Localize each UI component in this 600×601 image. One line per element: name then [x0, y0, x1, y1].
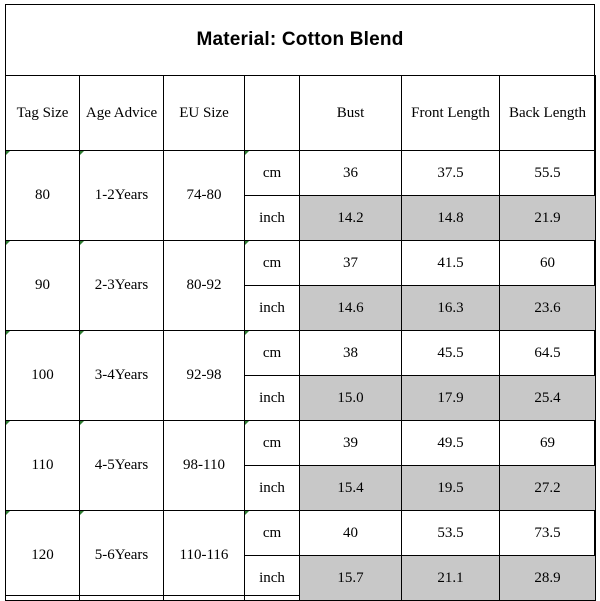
header-eu-size: EU Size — [164, 76, 245, 151]
front-length-inch-cell: 16.3 — [402, 286, 500, 331]
unit-cm-cell: cm — [245, 241, 300, 286]
eu-size-cell: 92-98 — [164, 331, 245, 421]
bust-cm-cell: 39 — [300, 421, 402, 466]
front-length-cm-cell: 45.5 — [402, 331, 500, 376]
header-unit — [245, 76, 300, 151]
table-row-cm — [6, 151, 596, 196]
bust-inch-cell: 15.4 — [300, 466, 402, 511]
front-length-cm-cell: 49.5 — [402, 421, 500, 466]
unit-inch-cell: inch — [245, 196, 300, 241]
header-tag-size: Tag Size — [6, 76, 80, 151]
age-advice-cell: 2-3Years — [80, 241, 164, 331]
front-length-inch-cell: 19.5 — [402, 466, 500, 511]
size-chart-table — [5, 75, 596, 601]
back-length-inch-cell: 28.9 — [500, 556, 596, 601]
table-row-cm — [6, 421, 596, 466]
front-length-inch-cell: 21.1 — [402, 556, 500, 601]
tag-size-cell: 90 — [6, 241, 80, 331]
material-title: Material: Cotton Blend — [196, 28, 404, 50]
eu-size-cell: 110-116 — [164, 511, 245, 601]
back-length-cm-cell: 60 — [500, 241, 596, 286]
unit-inch-cell: inch — [245, 466, 300, 511]
bust-inch-cell: 15.0 — [300, 376, 402, 421]
age-advice-cell: 1-2Years — [80, 151, 164, 241]
header-row — [6, 76, 596, 151]
bust-cm-cell: 40 — [300, 511, 402, 556]
bust-inch-cell: 14.6 — [300, 286, 402, 331]
bust-inch-cell: 15.7 — [300, 556, 402, 601]
unit-inch-cell: inch — [245, 376, 300, 421]
tag-size-cell: 120 — [6, 511, 80, 601]
unit-cm-cell: cm — [245, 331, 300, 376]
tag-size-cell: 110 — [6, 421, 80, 511]
back-length-inch-cell: 27.2 — [500, 466, 596, 511]
bust-cm-cell: 38 — [300, 331, 402, 376]
table-row-cm — [6, 511, 596, 556]
bust-cm-cell: 36 — [300, 151, 402, 196]
age-advice-cell: 5-6Years — [80, 511, 164, 601]
header-age-advice: Age Advice — [80, 76, 164, 151]
back-length-cm-cell: 64.5 — [500, 331, 596, 376]
front-length-cm-cell: 41.5 — [402, 241, 500, 286]
back-length-inch-cell: 21.9 — [500, 196, 596, 241]
front-length-inch-cell: 14.8 — [402, 196, 500, 241]
unit-cm-cell: cm — [245, 421, 300, 466]
bust-cm-cell: 37 — [300, 241, 402, 286]
unit-cm-cell: cm — [245, 511, 300, 556]
front-length-cm-cell: 37.5 — [402, 151, 500, 196]
header-back-length: Back Length — [500, 76, 596, 151]
unit-inch-cell: inch — [245, 286, 300, 331]
back-length-inch-cell: 23.6 — [500, 286, 596, 331]
bust-inch-cell: 14.2 — [300, 196, 402, 241]
age-advice-cell: 3-4Years — [80, 331, 164, 421]
tag-size-cell: 80 — [6, 151, 80, 241]
eu-size-cell: 80-92 — [164, 241, 245, 331]
table-row-cm — [6, 241, 596, 286]
header-bust: Bust — [300, 76, 402, 151]
back-length-cm-cell: 73.5 — [500, 511, 596, 556]
unit-inch-cell: inch — [245, 556, 300, 601]
back-length-inch-cell: 25.4 — [500, 376, 596, 421]
header-front-length: Front Length — [402, 76, 500, 151]
back-length-cm-cell: 69 — [500, 421, 596, 466]
front-length-cm-cell: 53.5 — [402, 511, 500, 556]
eu-size-cell: 98-110 — [164, 421, 245, 511]
eu-size-cell: 74-80 — [164, 151, 245, 241]
age-advice-cell: 4-5Years — [80, 421, 164, 511]
table-row-cm — [6, 331, 596, 376]
front-length-inch-cell: 17.9 — [402, 376, 500, 421]
back-length-cm-cell: 55.5 — [500, 151, 596, 196]
tag-size-cell: 100 — [6, 331, 80, 421]
unit-cm-cell: cm — [245, 151, 300, 196]
